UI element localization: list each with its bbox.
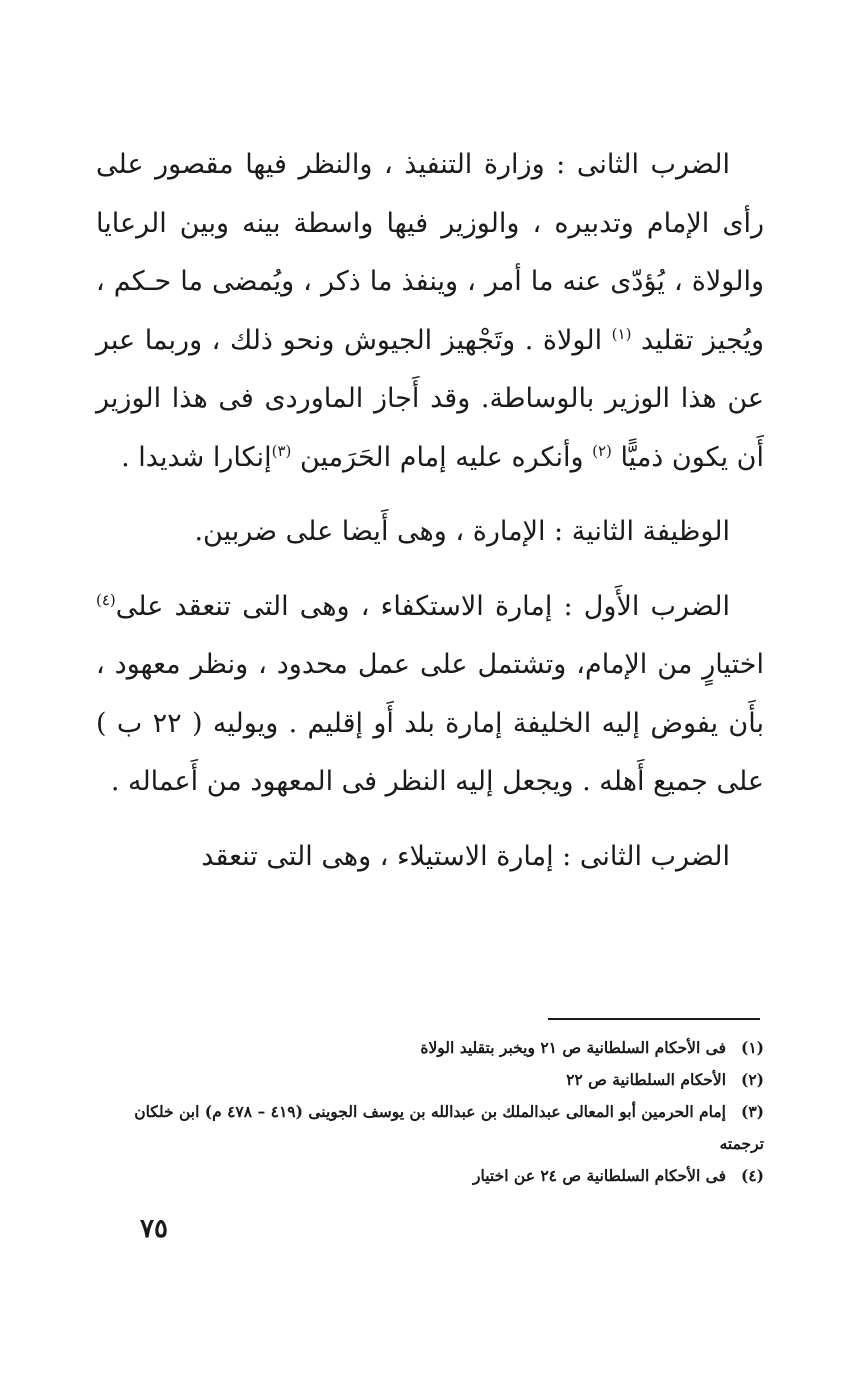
footnote-number: (٢)	[740, 1070, 764, 1089]
text-run: اختيارٍ من الإمام، وتشتمل على عمل محدود ، ونظر معهود ، بأَن يفوض إليه الخليفة إمارة بلد أَو إقليم . ويوليه ( ٢٢ ب ) على جميع أَهله . ويجعل إليه النظر فى المعهود من أَعماله .	[96, 649, 764, 797]
footnote-text: فى الأحكام السلطانية ص ٢١ ويخبر بتقليد الولاة	[420, 1038, 726, 1057]
text-run: وأنكره عليه إمام الحَرَمين	[291, 441, 593, 473]
footnote-marker-3: (٣)	[271, 441, 292, 460]
footnote-number: (٤)	[740, 1166, 764, 1185]
body-text	[96, 136, 764, 886]
footnote-number: (١)	[740, 1038, 764, 1057]
footnote-2	[96, 1064, 764, 1096]
footnote-text: إمام الحرمين أبو المعالى عبدالملك بن عبدالله بن يوسف الجوينى (٤١٩ – ٤٧٨ م) ابن خلكان ترجمته	[134, 1102, 764, 1153]
paragraph-3	[96, 578, 764, 812]
text-run: الضرب الثانى : إمارة الاستيلاء ، وهى التى تنعقد	[201, 840, 730, 872]
text-run: الضرب الأَول : إمارة الاستكفاء ، وهى التى تنعقد على	[115, 590, 730, 622]
text-run: إنكارا شديدا .	[121, 441, 272, 473]
footnote-marker-1: (١)	[611, 324, 632, 343]
text-run: الوظيفة الثانية : الإمارة ، وهى أَيضا على ضربين.	[194, 516, 730, 547]
footnote-separator	[548, 1018, 760, 1020]
footnote-text: الأحكام السلطانية ص ٢٢	[566, 1070, 726, 1089]
footnote-marker-4: (٤)	[96, 590, 116, 609]
text-run: الولاة . وتَجْهيز الجيوش ونحو ذلك ، وربما عبر عن هذا الوزير بالوساطة. وقد أَجاز الماوردى فى هذا الوزير أَن يكون ذميًّا	[96, 324, 764, 473]
footnote-4	[96, 1160, 764, 1192]
footnotes	[96, 1032, 764, 1192]
footnote-3	[96, 1096, 764, 1160]
text-run: الضرب الثانى : وزارة التنفيذ ، والنظر فيها مقصور على رأى الإمام وتدبيره ، والوزير فيها واسطة بينه وبين الرعايا والولاة ، يُؤدّى عنه ما أمر ، وينفذ ما ذكر ، ويُمضى ما حـكم ، ويُجيز تقليد	[96, 149, 764, 356]
paragraph-4	[96, 828, 764, 887]
paragraph-2	[96, 503, 764, 562]
footnote-number: (٣)	[740, 1102, 764, 1121]
footnote-1	[96, 1032, 764, 1064]
page-number: ٧٥	[140, 1214, 168, 1244]
footnote-marker-2: (٢)	[592, 441, 612, 460]
paragraph-1	[96, 136, 764, 487]
footnote-text: فى الأحكام السلطانية ص ٢٤ عن اختيار	[473, 1166, 726, 1185]
